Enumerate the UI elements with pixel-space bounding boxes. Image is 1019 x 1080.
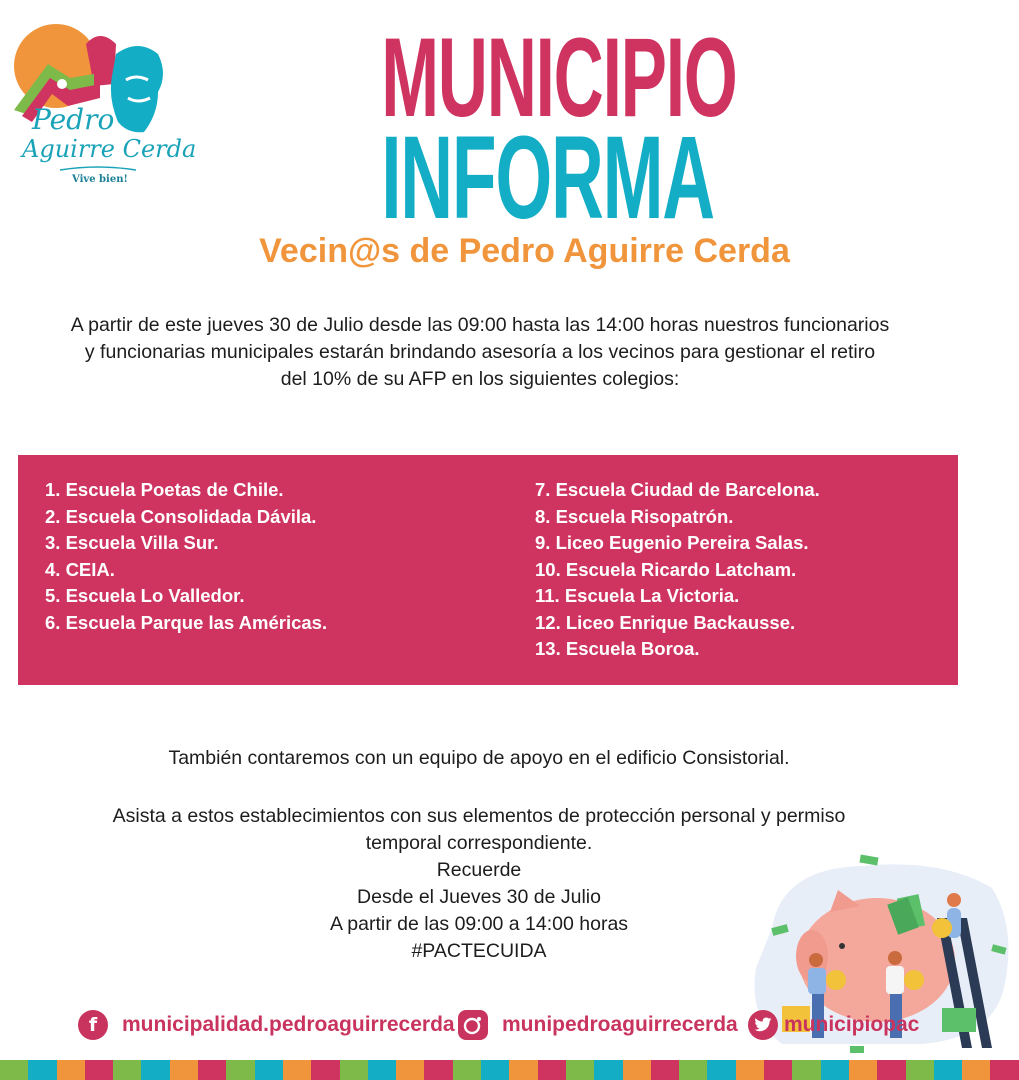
stripe-segment <box>906 1060 934 1080</box>
stripe-segment <box>453 1060 481 1080</box>
stripe-segment <box>538 1060 566 1080</box>
schools-column-left <box>45 477 327 636</box>
school-item: 6. Escuela Parque las Américas. <box>45 611 328 633</box>
stripe-segment <box>0 1060 28 1080</box>
stripe-segment <box>340 1060 368 1080</box>
intro-paragraph <box>30 312 930 393</box>
stripe-segment <box>481 1060 509 1080</box>
schools-column-right <box>535 477 820 663</box>
decorative-color-stripe <box>0 1060 1019 1080</box>
facebook-icon: f <box>78 1010 108 1040</box>
school-item: 1. Escuela Poetas de Chile. <box>45 479 284 500</box>
logo-line1: Pedro <box>32 103 115 136</box>
stripe-segment <box>57 1060 85 1080</box>
stripe-segment <box>141 1060 169 1080</box>
stripe-segment <box>311 1060 339 1080</box>
twitter-icon <box>748 1010 778 1040</box>
stripe-segment <box>566 1060 594 1080</box>
instagram-icon <box>458 1010 488 1040</box>
instagram-handle: munipedroaguirrecerda <box>502 1013 738 1036</box>
school-item: 5. Escuela Lo Valledor. <box>45 585 245 606</box>
reminder-line: A partir de las 09:00 a 14:00 horas <box>329 913 629 935</box>
title-municipio: MUNICIPIO <box>381 15 737 140</box>
stripe-segment <box>424 1060 452 1080</box>
intro-line: A partir de este jueves 30 de Julio desde las 09:00 hasta las 14:00 horas nuestros funcionarios <box>70 314 890 336</box>
school-item: 7. Escuela Ciudad de Barcelona. <box>535 479 820 500</box>
school-item: 12. Liceo Enrique Backausse. <box>535 611 796 633</box>
subtitle: Vecin@s de Pedro Aguirre Cerda <box>259 232 790 270</box>
stripe-segment <box>764 1060 792 1080</box>
support-text: También contaremos con un equipo de apoyo en el edificio Consistorial. <box>168 747 790 769</box>
hashtag: #PACTECUIDA <box>411 940 547 962</box>
stripe-segment <box>821 1060 849 1080</box>
school-item: 10. Escuela Ricardo Latcham. <box>535 558 797 580</box>
logo-line2: Aguirre Cerda <box>22 135 197 163</box>
stripe-segment <box>736 1060 764 1080</box>
stripe-segment <box>651 1060 679 1080</box>
school-item: 11. Escuela La Victoria. <box>535 585 740 606</box>
logo-tagline: Vive bien! <box>72 174 128 185</box>
title-informa: INFORMA <box>381 112 714 244</box>
twitter-handle: municipiopac <box>784 1013 920 1036</box>
facebook-link[interactable] <box>78 1008 455 1042</box>
school-item: 13. Escuela Boroa. <box>535 638 700 659</box>
stripe-segment <box>594 1060 622 1080</box>
intro-line: del 10% de su AFP en los siguientes colegios: <box>280 368 680 390</box>
stripe-segment <box>255 1060 283 1080</box>
reminder-line: Asista a estos establecimientos con sus elementos de protección personal y permiso <box>112 805 846 827</box>
stripe-segment <box>113 1060 141 1080</box>
facebook-handle: municipalidad.pedroaguirrecerda <box>122 1013 455 1036</box>
reminder-line: Desde el Jueves 30 de Julio <box>357 886 601 908</box>
stripe-segment <box>198 1060 226 1080</box>
stripe-segment <box>226 1060 254 1080</box>
stripe-segment <box>990 1060 1018 1080</box>
stripe-segment <box>28 1060 56 1080</box>
stripe-segment <box>877 1060 905 1080</box>
stripe-segment <box>962 1060 990 1080</box>
stripe-segment <box>368 1060 396 1080</box>
stripe-segment <box>283 1060 311 1080</box>
municipality-logo <box>8 14 197 194</box>
school-item: 9. Liceo Eugenio Pereira Salas. <box>535 532 809 553</box>
stripe-segment <box>934 1060 962 1080</box>
instagram-link[interactable] <box>458 1008 738 1042</box>
twitter-link[interactable] <box>748 1008 919 1042</box>
stripe-segment <box>396 1060 424 1080</box>
reminder-line: Recuerde <box>436 859 522 881</box>
stripe-segment <box>85 1060 113 1080</box>
stripe-segment <box>707 1060 735 1080</box>
school-item: 4. CEIA. <box>45 558 115 580</box>
schools-box <box>18 455 958 685</box>
stripe-segment <box>849 1060 877 1080</box>
stripe-segment <box>792 1060 820 1080</box>
reminder-line: temporal correspondiente. <box>365 832 593 854</box>
intro-line: y funcionarias municipales estarán brindando asesoría a los vecinos para gestionar el retiro <box>84 341 876 363</box>
stripe-segment <box>170 1060 198 1080</box>
school-item: 8. Escuela Risopatrón. <box>535 505 734 527</box>
stripe-segment <box>679 1060 707 1080</box>
school-item: 3. Escuela Villa Sur. <box>45 532 219 553</box>
stripe-segment <box>509 1060 537 1080</box>
school-item: 2. Escuela Consolidada Dávila. <box>45 505 317 527</box>
stripe-segment <box>623 1060 651 1080</box>
